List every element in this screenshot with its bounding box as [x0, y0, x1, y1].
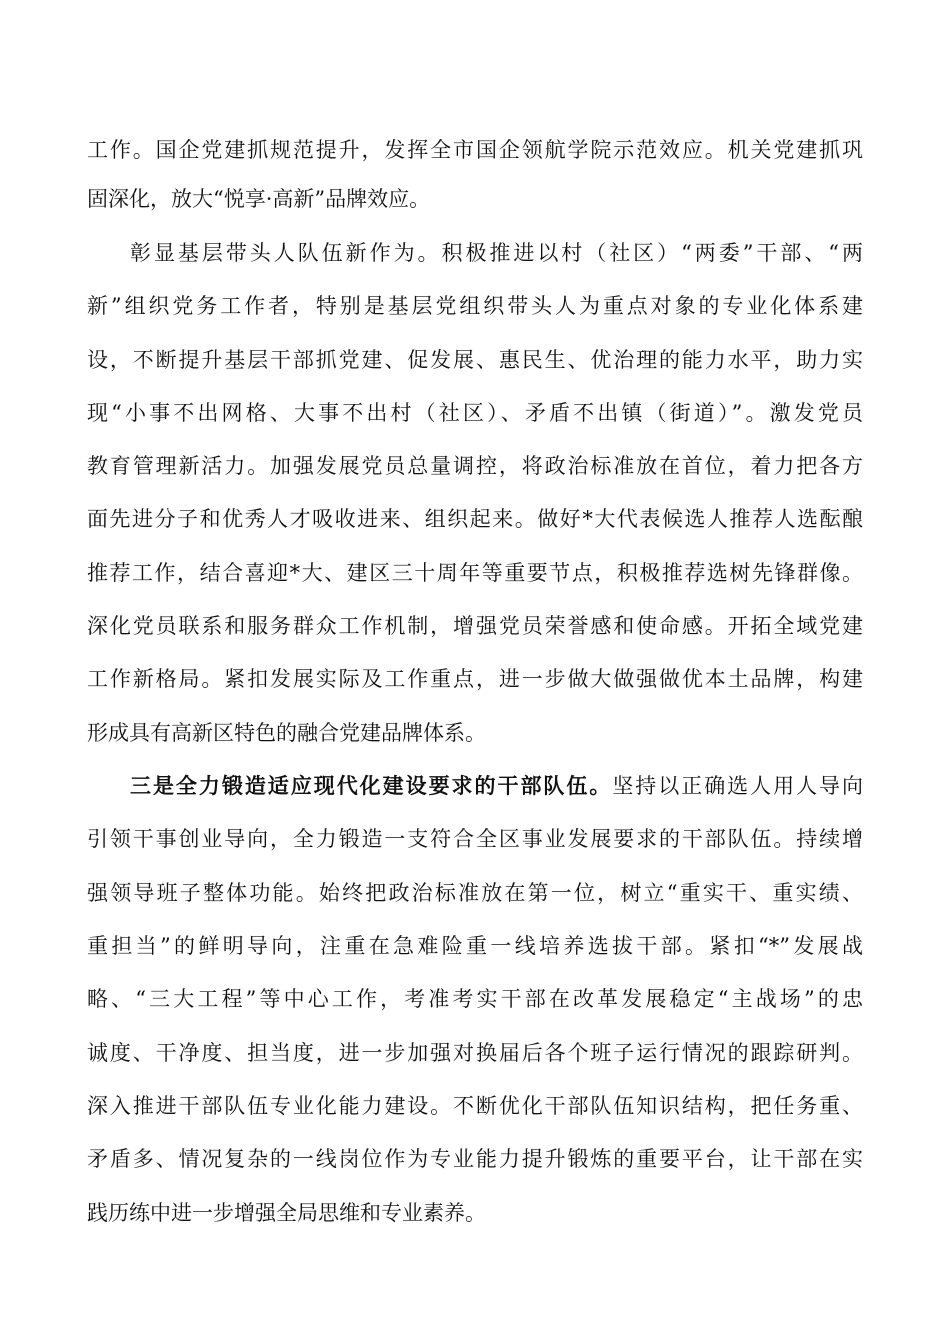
paragraph-3-line-3: 强领导班子整体功能。始终把政治标准放在第一位，树立“重实干、重实绩、	[87, 881, 863, 905]
paragraph-2-line-4: 现“小事不出网格、大事不出村（社区）、矛盾不出镇（街道）”。激发党员	[87, 401, 863, 425]
paragraph-2-line-9: 工作新格局。紧扣发展实际及工作重点，进一步做大做强做优本土品牌，构建	[87, 667, 863, 691]
paragraph-2-line-5: 教育管理新活力。加强发展党员总量调控，将政治标准放在首位，着力把各方	[87, 454, 863, 478]
paragraph-3-line-6: 诚度、干净度、担当度，进一步加强对换届后各个班子运行情况的跟踪研判。	[87, 1041, 863, 1065]
paragraph-2-line-3: 设，不断提升基层干部抓党建、促发展、惠民生、优治理的能力水平，助力实	[87, 348, 863, 372]
paragraph-1-line-2: 固深化，放大“悦享·高新”品牌效应。	[87, 187, 431, 211]
paragraph-3-line-1	[130, 772, 863, 800]
paragraph-2-line-6: 面先进分子和优秀人才吸收进来、组织起来。做好*大代表候选人推荐人选酝酿	[87, 507, 863, 531]
paragraph-2-line-2: 新”组织党务工作者，特别是基层党组织带头人为重点对象的专业化体系建	[87, 294, 863, 318]
paragraph-3-line-9: 践历练中进一步增强全局思维和专业素养。	[87, 1201, 486, 1225]
paragraph-3-line-7: 深入推进干部队伍专业化能力建设。不断优化干部队伍知识结构，把任务重、	[87, 1094, 863, 1118]
paragraph-3-line-8: 矛盾多、情况复杂的一线岗位作为专业能力提升锻炼的重要平台，让干部在实	[87, 1147, 863, 1171]
paragraph-2-line-1: 彰显基层带头人队伍新作为。积极推进以村（社区）“两委”干部、“两	[130, 241, 863, 265]
paragraph-2-line-8: 深化党员联系和服务群众工作机制，增强党员荣誉感和使命感。开拓全域党建	[87, 614, 863, 638]
paragraph-1-line-1: 工作。国企党建抓规范提升，发挥全市国企领航学院示范效应。机关党建抓巩	[87, 138, 863, 162]
paragraph-3-line-4: 重担当”的鲜明导向，注重在急难险重一线培养选拔干部。紧扣“*”发展战	[87, 934, 863, 958]
paragraph-2-line-7: 推荐工作，结合喜迎*大、建区三十周年等重要节点，积极推荐选树先锋群像。	[87, 561, 863, 585]
paragraph-3-line-2: 引领干事创业导向，全力锻造一支符合全区事业发展要求的干部队伍。持续增	[87, 827, 863, 851]
paragraph-2-line-10: 形成具有高新区特色的融合党建品牌体系。	[87, 721, 486, 745]
paragraph-3-line-5: 略、“三大工程”等中心工作，考准考实干部在改革发展稳定“主战场”的忠	[87, 987, 863, 1011]
paragraph-3-line-1-text: 坚持以正确选人用人导向	[612, 774, 864, 798]
section-heading: 三是全力锻造适应现代化建设要求的干部队伍。	[130, 773, 613, 798]
